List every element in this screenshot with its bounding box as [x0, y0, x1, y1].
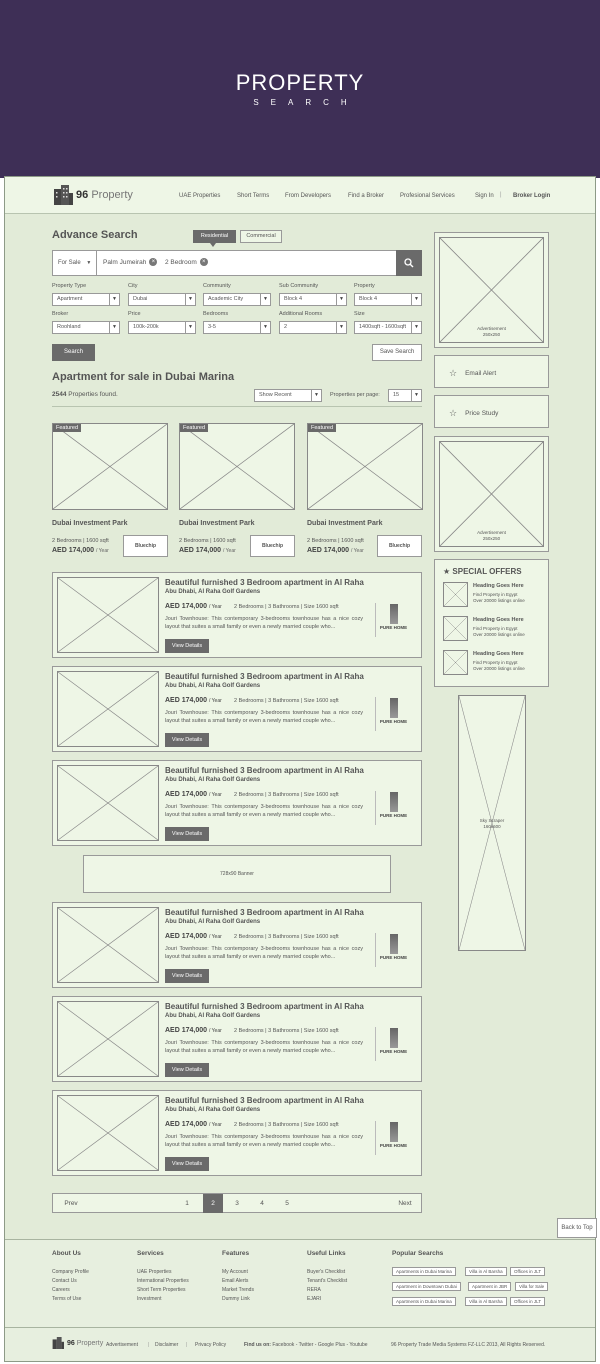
listing-title[interactable]: Beautiful furnished 3 Bedroom apartment in Al Raha: [165, 1096, 364, 1105]
filter-label: Property Type: [52, 283, 87, 289]
listing-price: AED 174,000 / Year: [165, 697, 222, 704]
sort-select[interactable]: Show Recent ▼: [254, 389, 322, 402]
special-offers-title: ★ SPECIAL OFFERS: [443, 567, 522, 576]
property-image: [179, 423, 295, 510]
property-image: [57, 1095, 159, 1171]
popular-search-tag[interactable]: Apartments in Dubai Marina: [392, 1267, 456, 1276]
offer-line: Over 20000 listings online: [473, 666, 525, 671]
footer-link[interactable]: Company Profile: [52, 1269, 89, 1275]
featured-title: Dubai Investment Park: [307, 520, 383, 527]
footer-heading: About Us: [52, 1250, 81, 1257]
listing-card[interactable]: [52, 666, 422, 752]
listing-specs: 2 Bedrooms | 3 Bathrooms | Size 1600 sqft: [234, 698, 339, 704]
featured-badge: Featured: [308, 424, 336, 432]
page-frame: [4, 176, 596, 1362]
chevron-down-icon: ▼: [109, 322, 119, 333]
ad-label: Advertisement: [477, 326, 506, 331]
hero-subtitle: SEARCH: [253, 98, 359, 107]
property-image: [57, 671, 159, 747]
chevron-down-icon: ▼: [185, 322, 195, 333]
pagination-next[interactable]: Next: [398, 1200, 412, 1207]
nav-uae-properties[interactable]: UAE Properties: [179, 193, 221, 199]
property-image: [307, 423, 423, 510]
footer-link[interactable]: Short Term Properties: [137, 1287, 186, 1293]
listing-specs: 2 Bedrooms | 3 Bathrooms | Size 1600 sqft: [234, 792, 339, 798]
separator: |: [186, 1342, 188, 1348]
footer-heading: Services: [137, 1250, 164, 1257]
view-details-button[interactable]: View Details: [165, 969, 209, 983]
listing-location: Abu Dhabi, Al Raha Golf Gardens: [165, 777, 261, 783]
popular-search-tag[interactable]: Offices in JLT: [510, 1267, 545, 1276]
featured-price: AED 174,000 / Year: [307, 547, 364, 554]
chevron-down-icon: ▼: [260, 294, 270, 305]
listing-price: AED 174,000 / Year: [165, 791, 222, 798]
featured-price: AED 174,000 / Year: [52, 547, 109, 554]
back-to-top-button[interactable]: Back to Top: [557, 1218, 597, 1238]
per-page-label: Properties per page:: [330, 392, 380, 398]
logo-text: 96 Property: [76, 189, 133, 201]
footer-link[interactable]: Investment: [137, 1296, 162, 1302]
save-search-button[interactable]: Save Search: [372, 344, 422, 361]
footer-link[interactable]: Tenant's Checklist: [307, 1278, 348, 1284]
property-image: [52, 423, 168, 510]
tower-icon: [390, 934, 398, 954]
footer-logo-text: 96 Property: [67, 1339, 104, 1347]
listing-location: Abu Dhabi, Al Raha Golf Gardens: [165, 919, 261, 925]
ad-size: 250x250: [482, 332, 501, 337]
footer-heading: Useful Links: [307, 1250, 346, 1257]
tower-icon: [390, 698, 398, 718]
pagination-page[interactable]: 4: [260, 1200, 264, 1207]
search-button[interactable]: [396, 250, 422, 276]
listing-description: Jouri Townhouse: This contemporary 3-bedrooms townhouse has a nice cozy layout that suites a small family or even a newly married couple who...: [165, 946, 363, 960]
footer-bottom-bar: [5, 1327, 595, 1361]
listing-location: Abu Dhabi, Al Raha Golf Gardens: [165, 1107, 261, 1113]
chevron-down-icon: ▼: [411, 294, 421, 305]
search-icon: [404, 258, 414, 268]
site-logo[interactable]: [53, 185, 133, 205]
nav-broker-login[interactable]: Broker Login: [513, 193, 551, 199]
offer-image: [443, 616, 468, 641]
offer-line: Find Property in Egypt: [473, 626, 518, 631]
ad-placeholder: [439, 237, 544, 343]
listing-specs: 2 Bedrooms | 3 Bathrooms | Size 1600 sqft: [234, 1122, 339, 1128]
property-type-select[interactable]: Apartment ▼: [52, 293, 120, 306]
view-details-button[interactable]: View Details: [165, 1063, 209, 1077]
copyright: 96 Property Trade Media Systems FZ-LLC 2013, All Rights Reserved.: [391, 1342, 546, 1348]
view-details-button[interactable]: View Details: [165, 733, 209, 747]
view-details-button[interactable]: View Details: [165, 827, 209, 841]
hero-title: PROPERTY: [235, 70, 365, 95]
popular-search-tag[interactable]: Apartment in Downtown Dubai: [392, 1282, 461, 1291]
per-page-select[interactable]: 15 ▼: [388, 389, 422, 402]
featured-title: Dubai Investment Park: [179, 520, 255, 527]
footer-link[interactable]: Terms of Use: [52, 1296, 82, 1302]
listing-card[interactable]: [52, 760, 422, 846]
banner-ad[interactable]: 728x90 Banner: [83, 855, 391, 893]
listing-title[interactable]: Beautiful furnished 3 Bedroom apartment in Al Raha: [165, 578, 364, 587]
additional-rooms-select[interactable]: 2 ▼: [279, 321, 347, 334]
listing-specs: 2 Bedrooms | 3 Bathrooms | Size 1600 sqft: [234, 934, 339, 940]
offer-title: Heading Goes Here: [473, 617, 524, 623]
footer-link[interactable]: International Properties: [137, 1278, 189, 1284]
listing-location: Abu Dhabi, Al Raha Golf Gardens: [165, 1013, 261, 1019]
separator: |: [148, 1342, 150, 1348]
footer-heading: Popular Searchs: [392, 1250, 444, 1257]
ad-size: 160x600: [483, 824, 501, 829]
filter-label: Community: [203, 283, 231, 289]
tab-commercial[interactable]: Commercial: [240, 230, 282, 243]
brand-logo: PURE HOME: [375, 1121, 411, 1155]
results-count: 2544 Properties found.: [52, 391, 118, 398]
brand-logo: Bluechip: [123, 535, 168, 557]
listing-card[interactable]: [52, 572, 422, 658]
special-offers: [434, 559, 549, 687]
listing-title[interactable]: Beautiful furnished 3 Bedroom apartment in Al Raha: [165, 908, 364, 917]
price-select[interactable]: 100k-200k ▼: [128, 321, 196, 334]
hero-banner: [0, 0, 600, 178]
footer-link[interactable]: UAE Properties: [137, 1269, 172, 1275]
featured-title: Dubai Investment Park: [52, 520, 128, 527]
close-icon[interactable]: ×: [200, 258, 208, 266]
pagination: [52, 1193, 422, 1213]
property-image: [57, 907, 159, 983]
divider: [52, 406, 422, 407]
listing-location: Abu Dhabi, Al Raha Golf Gardens: [165, 589, 261, 595]
offer-line: Over 20000 listings online: [473, 632, 525, 637]
listing-price: AED 174,000 / Year: [165, 1121, 222, 1128]
chevron-down-icon: ▼: [86, 260, 92, 266]
featured-badge: Featured: [180, 424, 208, 432]
popular-search-tag[interactable]: Apartments in Dubai Marina: [392, 1297, 456, 1306]
bedrooms-select[interactable]: 3-5 ▼: [203, 321, 271, 334]
property-image: [57, 577, 159, 653]
footer-heading: Features: [222, 1250, 250, 1257]
broker-select[interactable]: Roohland ▼: [52, 321, 120, 334]
popular-search-tag[interactable]: Villa for Sale: [515, 1282, 548, 1291]
pagination-page[interactable]: 3: [235, 1200, 239, 1207]
top-navigation: [5, 177, 595, 214]
featured-specs: 2 Bedrooms | 1600 sqft: [307, 538, 364, 544]
filter-label: Size: [354, 311, 365, 317]
nav-find-broker[interactable]: Find a Broker: [348, 193, 385, 199]
brand-logo: PURE HOME: [375, 697, 411, 731]
tower-icon: [390, 792, 398, 812]
sub-community-select[interactable]: Block 4 ▼: [279, 293, 347, 306]
footer-link[interactable]: Market Trends: [222, 1287, 254, 1293]
brand-logo: PURE HOME: [375, 603, 411, 637]
filter-label: City: [128, 283, 138, 289]
chevron-down-icon: ▼: [411, 390, 421, 401]
ad-size: 250x250: [482, 536, 501, 541]
brand-logo: PURE HOME: [375, 933, 411, 967]
pagination-prev[interactable]: Prev: [64, 1200, 78, 1207]
footer-link[interactable]: Buyer's Checklist: [307, 1269, 346, 1275]
offer-title: Heading Goes Here: [473, 583, 524, 589]
social-links[interactable]: Find us on: Facebook - Twitter - Google Plus - Youtube: [244, 1342, 368, 1348]
brand-logo: PURE HOME: [375, 1027, 411, 1061]
offer-image: [443, 650, 468, 675]
listing-specs: 2 Bedrooms | 3 Bathrooms | Size 1600 sqft: [234, 1028, 339, 1034]
footer-bottom-link[interactable]: Privacy Policy: [195, 1342, 227, 1348]
footer-link[interactable]: EJARI: [307, 1296, 322, 1302]
results-heading: Apartment for sale in Dubai Marina: [52, 371, 235, 383]
chevron-down-icon: ▼: [336, 294, 346, 305]
ad-label: Sky Scraper: [479, 818, 505, 823]
listing-title[interactable]: Beautiful furnished 3 Bedroom apartment in Al Raha: [165, 766, 364, 775]
search-chip[interactable]: Palm Jumeirah ×: [103, 258, 157, 266]
footer-link[interactable]: Careers: [52, 1287, 70, 1293]
property-image: [57, 1001, 159, 1077]
offer-line: Find Property in Egypt: [473, 660, 518, 665]
tab-residential[interactable]: Residential: [193, 230, 236, 243]
offer-line: Find Property in Egypt: [473, 592, 518, 597]
sidebar-ad-250[interactable]: [434, 232, 549, 348]
search-submit-button[interactable]: Search: [52, 344, 95, 361]
nav-divider: |: [500, 192, 502, 198]
star-icon: ☆: [449, 408, 458, 418]
filter-label: Property: [354, 283, 375, 289]
listing-description: Jouri Townhouse: This contemporary 3-bedrooms townhouse has a nice cozy layout that suites a small family or even a newly married couple who...: [165, 804, 363, 818]
listing-description: Jouri Townhouse: This contemporary 3-bedrooms townhouse has a nice cozy layout that suites a small family or even a newly married couple who...: [165, 710, 363, 724]
pagination-page[interactable]: 5: [285, 1200, 289, 1207]
listing-description: Jouri Townhouse: This contemporary 3-bedrooms townhouse has a nice cozy layout that suites a small family or even a newly married couple who...: [165, 1040, 363, 1054]
footer-link[interactable]: Dummy Link: [222, 1296, 250, 1302]
skyscraper-ad[interactable]: [458, 695, 526, 951]
offer-title: Heading Goes Here: [473, 651, 524, 657]
listing-price: AED 174,000 / Year: [165, 603, 222, 610]
popular-search-tag[interactable]: Villa in Al Barsha: [465, 1297, 507, 1306]
listing-location: Abu Dhabi, Al Raha Golf Gardens: [165, 683, 261, 689]
chevron-down-icon: ▼: [109, 294, 119, 305]
popular-search-tag[interactable]: Apartment in JBR: [468, 1282, 511, 1291]
star-icon: ★: [443, 567, 451, 576]
brand-logo: Bluechip: [377, 535, 422, 557]
footer-bottom-link[interactable]: Advertisement: [106, 1342, 138, 1348]
featured-specs: 2 Bedrooms | 1600 sqft: [179, 538, 236, 544]
property-select[interactable]: Block 4 ▼: [354, 293, 422, 306]
brand-logo: Bluechip: [250, 535, 295, 557]
building-icon: [52, 1337, 64, 1349]
building-icon: [53, 185, 73, 205]
footer-link[interactable]: My Account: [222, 1269, 248, 1275]
chevron-down-icon: ▼: [260, 322, 270, 333]
filter-label: Sub Community: [279, 283, 319, 289]
tower-icon: [390, 1122, 398, 1142]
property-image: [57, 765, 159, 841]
listing-price: AED 174,000 / Year: [165, 933, 222, 940]
tab-pointer: [210, 243, 216, 247]
listing-card[interactable]: [52, 902, 422, 988]
listing-title[interactable]: Beautiful furnished 3 Bedroom apartment in Al Raha: [165, 1002, 364, 1011]
search-bar: [52, 250, 422, 276]
sale-type-select[interactable]: For Sale ▼: [53, 251, 97, 275]
city-select[interactable]: Dubai ▼: [128, 293, 196, 306]
price-study-box[interactable]: [434, 395, 549, 428]
close-icon[interactable]: ×: [149, 258, 157, 266]
footer-bottom-link[interactable]: Disclaimer: [155, 1342, 179, 1348]
chevron-down-icon: ▼: [336, 322, 346, 333]
featured-specs: 2 Bedrooms | 1600 sqft: [52, 538, 109, 544]
footer-link[interactable]: RERA: [307, 1287, 321, 1293]
filter-label: Price: [128, 311, 141, 317]
view-details-button[interactable]: View Details: [165, 1157, 209, 1171]
view-details-button[interactable]: View Details: [165, 639, 209, 653]
listing-specs: 2 Bedrooms | 3 Bathrooms | Size 1600 sqft: [234, 604, 339, 610]
featured-badge: Featured: [53, 424, 81, 432]
popular-search-tag[interactable]: Villa in Al Barsha: [465, 1267, 507, 1276]
featured-price: AED 174,000 / Year: [179, 547, 236, 554]
listing-title[interactable]: Beautiful furnished 3 Bedroom apartment in Al Raha: [165, 672, 364, 681]
listing-card[interactable]: [52, 1090, 422, 1176]
pagination-page-active[interactable]: 2: [203, 1194, 223, 1213]
filter-label: Additional Rooms: [279, 311, 323, 317]
search-chip[interactable]: 2 Bedroom ×: [165, 258, 208, 266]
community-select[interactable]: Academic City ▼: [203, 293, 271, 306]
pagination-page[interactable]: 1: [185, 1200, 189, 1207]
ad-placeholder: [439, 441, 544, 547]
footer-link[interactable]: Contact Us: [52, 1278, 77, 1284]
footer-link[interactable]: Email Alerts: [222, 1278, 249, 1284]
advance-search-title: Advance Search: [52, 229, 138, 241]
nav-sign-in[interactable]: Sign In: [475, 193, 494, 199]
ad-label: Advertisement: [477, 530, 506, 535]
nav-short-terms[interactable]: Short Terms: [237, 193, 270, 199]
chevron-down-icon: ▼: [185, 294, 195, 305]
tower-icon: [390, 1028, 398, 1048]
filter-label: Broker: [52, 311, 69, 317]
star-icon: ☆: [449, 368, 458, 378]
offer-image: [443, 582, 468, 607]
listing-description: Jouri Townhouse: This contemporary 3-bedrooms townhouse has a nice cozy layout that suites a small family or even a newly married couple who...: [165, 616, 363, 630]
offer-line: Over 20000 listings online: [473, 598, 525, 603]
filter-label: Bedrooms: [203, 311, 229, 317]
email-alert-box[interactable]: [434, 355, 549, 388]
listing-description: Jouri Townhouse: This contemporary 3-bedrooms townhouse has a nice cozy layout that suites a small family or even a newly married couple who...: [165, 1134, 363, 1148]
sidebar-ad-250[interactable]: [434, 436, 549, 552]
size-select[interactable]: 1400sqft - 1600sqft ▼: [354, 321, 422, 334]
listing-card[interactable]: [52, 996, 422, 1082]
nav-professional-services[interactable]: Profesional Services: [400, 193, 455, 199]
chevron-down-icon: ▼: [411, 322, 421, 333]
email-alert-link[interactable]: ☆ Email Alert: [449, 368, 497, 378]
listing-price: AED 174,000 / Year: [165, 1027, 222, 1034]
price-study-link[interactable]: ☆ Price Study: [449, 408, 499, 418]
brand-logo: PURE HOME: [375, 791, 411, 825]
popular-search-tag[interactable]: Offices in JLT: [510, 1297, 545, 1306]
chevron-down-icon: ▼: [311, 390, 321, 401]
footer-logo[interactable]: [52, 1337, 103, 1349]
tower-icon: [390, 604, 398, 624]
nav-from-developers[interactable]: From Developers: [285, 193, 332, 199]
